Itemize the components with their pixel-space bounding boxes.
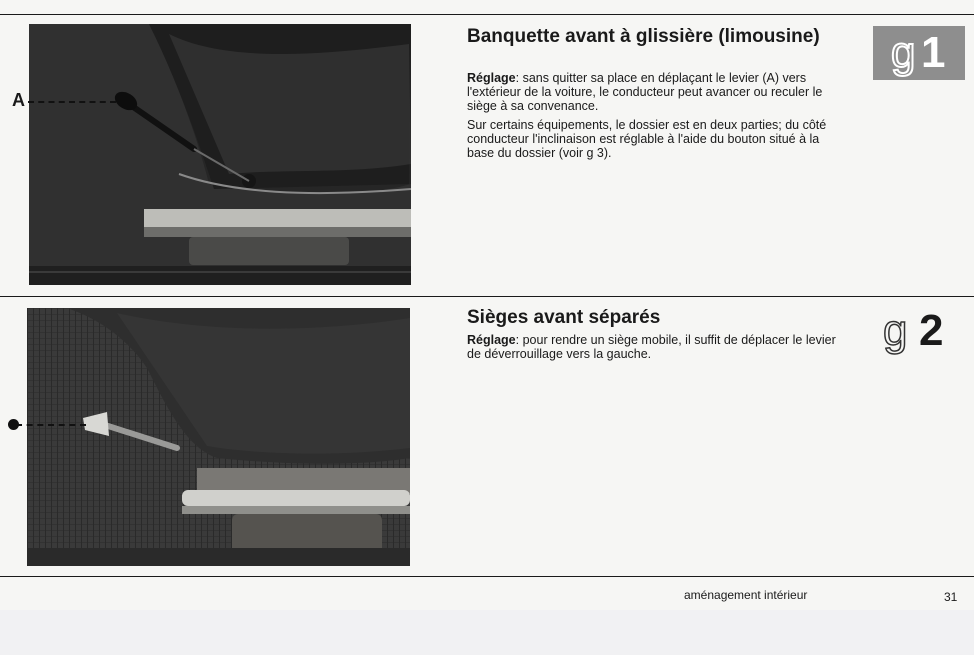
paragraph-reglage-g1 <box>467 71 837 113</box>
section-title-g2: Sièges avant séparés <box>467 307 661 328</box>
badge-number-g1: 1 <box>921 28 946 77</box>
callout-label-a: A <box>12 90 25 110</box>
badge-letter-g2: g <box>883 306 908 355</box>
section-title-g1: Banquette avant à glissière (limousine) <box>467 26 820 47</box>
bottom-rule <box>0 576 974 577</box>
section-body-g2 <box>467 333 837 366</box>
callout-leader-a <box>28 101 116 103</box>
top-rule <box>0 14 974 15</box>
section-body-g1 <box>467 71 837 165</box>
label-reglage-g1: Réglage <box>467 71 516 85</box>
text-reglage-g1: : sans quitter sa place en déplaçant le levier (A) vers l'extérieur de la voiture, le conducteur peut avancer ou reculer le siège à sa convenance. <box>467 71 823 113</box>
photo-separate-seat-lever <box>27 308 410 566</box>
section-badge-g1 <box>873 26 965 80</box>
label-reglage-g2: Réglage <box>467 333 516 347</box>
badge-number-g2: 2 <box>919 306 944 355</box>
paragraph-reglage-g2 <box>467 333 837 361</box>
footer-section-label: aménagement intérieur <box>684 588 808 602</box>
section-badge-g2 <box>883 306 963 354</box>
bottom-margin-band <box>0 610 974 655</box>
badge-letter-g1: g <box>891 28 916 77</box>
paragraph-dossier-g1: Sur certains équipements, le dossier est en deux parties; du côté conducteur l'inclinaison est réglable à l'aide du bouton situé à la base du dossier (voir g 3). <box>467 118 827 160</box>
middle-rule <box>0 296 974 297</box>
page-number: 31 <box>944 590 958 604</box>
callout-leader-g2 <box>16 424 86 426</box>
photo-bench-seat-lever <box>29 24 411 285</box>
text-reglage-g2: : pour rendre un siège mobile, il suffit de déplacer le levier de déverrouillage vers la gauche. <box>467 333 836 361</box>
